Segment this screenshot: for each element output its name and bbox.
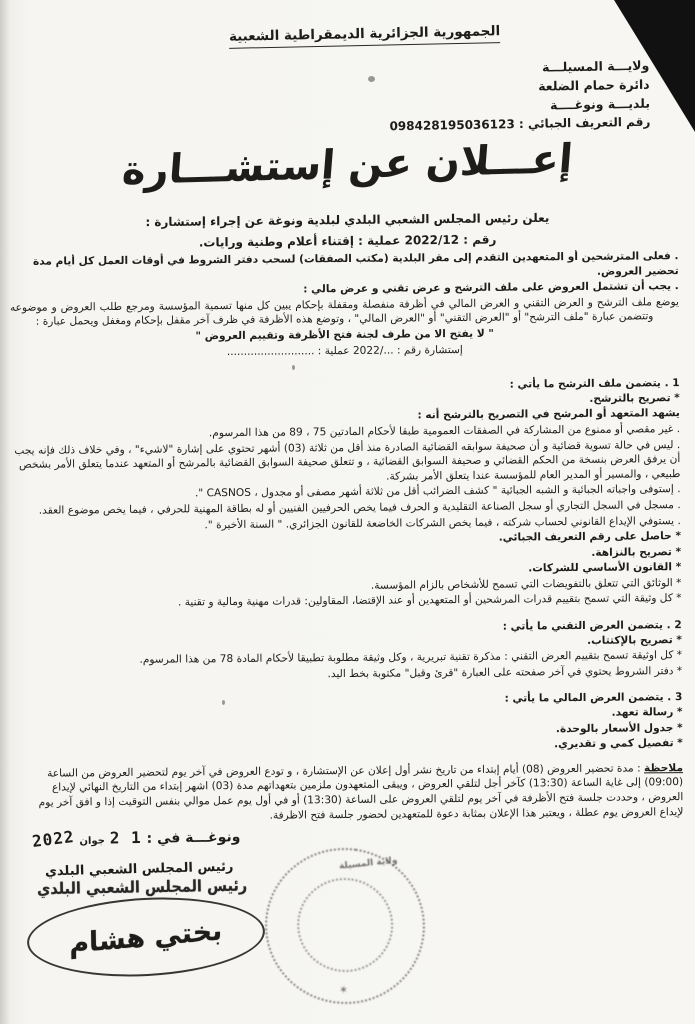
- daira-line: دائرة حمام الضلعة: [538, 76, 650, 94]
- section1-heading: 1 . يتضمن ملف الترشح ما يأتي :: [509, 377, 680, 391]
- note-label: ملاحظة: [643, 761, 684, 775]
- paragraph: . يجب أن تشتمل العروض على ملف الترشح و عرض تقني و عرض مالي :: [303, 280, 679, 296]
- document-body: [9, 249, 683, 833]
- signature-oval-stamp: [25, 892, 267, 982]
- list-item: * الوثائق التي تتعلق بالتفويضات التي تسمح للأشخاص بالزام المؤسسة.: [370, 576, 682, 592]
- list-item: * حاصل على رقم التعريف الجبائي.: [498, 530, 682, 544]
- paragraph: . فعلى المترشحين أو المتعهدين التقدم إلى مقر البلدية (مكتب الصفقات) لسحب دفتر الشروط في أوقات العمل كل أيام مدة تحضير العروض.: [32, 250, 679, 278]
- section2-heading: 2 . يتضمن العرض التقني ما يأتي :: [502, 619, 682, 633]
- scan-speck: [368, 76, 375, 82]
- list-item: . ليس في حالة تسوية قضائية و أن صحيفة سوابقه القضائية الصادرة منذ أقل من ثلاثة (03) أشهر تحتوي على إشارة "لاشيء" ، وفي خلاف ذلك فإنه يجب أن يرفق العرض بنسخة من الحكم القضائي و صحيفة السوابق القضائية ، و تتعلق صحيفة السوابق القضائية بالمرشح أو المتعهد عندما يتعلق الأمر بشخص طبيعي ، والمسير أو المدير العام للمؤسسة عندا يتعلق الأمر بشركة.: [14, 438, 681, 483]
- announcement-line: يعلن رئيس المجلس الشعبي البلدي لبلدية ونوغة عن إجراء إستشارة :: [145, 210, 550, 230]
- date-line: [31, 826, 240, 849]
- scan-speck: [222, 700, 225, 705]
- signatory-role-printed: رئيس المجلس الشعبي البلدي: [44, 859, 234, 880]
- note-paragraph: [14, 761, 683, 825]
- date-year-stamp: 2022: [30, 826, 76, 851]
- list-item: * تصريح بالإكتتاب.: [586, 633, 682, 647]
- list-item: * كل وثيقة التي تسمح بتقييم قدرات المرشحين أو المتعهدين أو عند الإقتضا، المقاولين: قدرات مهنية ومالية و تقنية .: [177, 592, 682, 609]
- date-place-label: ونوغـــة في :: [146, 829, 241, 847]
- tax-id-line: رقم التعريف الجبائي : 098428195036123: [389, 114, 651, 134]
- list-item: * القانون الأساسي للشركات.: [528, 561, 682, 575]
- list-item: * دفتر الشروط يحتوي في آخر صفحته على العبارة "قرئ وقبل" مكتوبة بخط اليد.: [327, 664, 683, 681]
- date-day-stamp: 1 2: [109, 827, 142, 848]
- scan-speck: [292, 365, 295, 370]
- announcement-block: [0, 206, 695, 255]
- star-glyph: ✶: [338, 982, 349, 997]
- round-stamp-inner-circle: [291, 872, 399, 978]
- signatory-role-stamp: رئيس المجلس الشعبي البلدي: [36, 877, 248, 899]
- list-item: * جدول الأسعار بالوحدة.: [555, 721, 683, 735]
- list-item: . يستوفي الإيداع القانوني لحساب شركته ، فيما يخص الشركات الخاضعة للقانون الجزائري. " السنة الأخيرة ".: [204, 514, 681, 531]
- signatory-name: بختي هشام: [69, 914, 223, 960]
- list-item: . إستوفى واجباته الجبائية و الشبه الجبائية " كشف الضرائب أقل من ثلاثة أشهر مصفى أو مجدول ، CASNOS ".: [194, 483, 681, 500]
- list-item: . مسجل في السجل التجاري أو سجل الصناعة التقليدية و الحرف فيما يخص الحرفيين الفنيين أو له بطاقة المهنية للحرفي ، فيما يخص موضوع العقد.: [38, 498, 681, 517]
- date-month: جوان: [79, 835, 105, 847]
- note-text: : مدة تحضير العروض (08) أيام إبتداء من تاريخ نشر أول إعلان عن الإستشارة ، و تودع العروض في آخر يوم لتحضير العروض من الساعة (09:00) إلى غاية الساعة (13:30) كآخر أجل لتلقي العروض ، ويبقى المتعهدون ملزمين بتعهداتهم مدة (03) اشهر إبتداء من التاريخ النهائي لإيداع العروض ، وحددت جلسة فتح الأظرفة في آخر يوم لتلقي العروض على الساعة (13:30) أو في أول يوم عمل موالي بنفس التوقيت إذا و افق آخر يوم لإيداع العروض يوم عطلة ، ويعتبر هذا الإعلان بمثابة دعوة للمتعهدين لحضور جلسة فتح الاظرفة.: [38, 762, 684, 822]
- list-item: . غير مقصي أو ممنوع من المشاركة في الصفقات العمومية طبقا لأحكام المادتين 75 ، 89 من هذا المرسوم.: [208, 423, 681, 440]
- paragraph: يوضع ملف الترشح و العرض التقني و العرض المالي في أظرفة منفصلة ومقفلة بإحكام يبين كل منها تسمية المؤسسة ومرجع طلب العروض و موضوعه وتتضمن عبارة "ملف الترشح" أو "العرض التقني" أو "العرض المالي" ، وتوضع هذه الأظرفة في ظرف آخر مقفل بإحكام ومغفل ويحمل عبارة :: [9, 295, 679, 329]
- wilaya-line: ولايـــة المسيلـــة: [542, 57, 650, 75]
- operation-number-line: رقم : 2022/12 عملية : إقتناء أعلام وطنية ورايات.: [198, 232, 497, 250]
- list-item: يشهد المتعهد أو المرشح في التصريح بالترشح أنه :: [417, 407, 680, 422]
- commune-line: بلديـــة ونوغــــة: [550, 95, 651, 113]
- list-item: * تصريح بالترشح.: [589, 391, 680, 405]
- envelope-warning-line: " لا يفتح الا من طرف لجنة فتح الأظرفة وتقييم العروض ": [195, 327, 494, 343]
- issuing-authority-block: [389, 56, 651, 137]
- list-item: * تفصيل كمي و تقديري.: [554, 737, 683, 751]
- round-stamp-text: ولاية المسيلة: [338, 855, 399, 872]
- section3-heading: 3 . يتضمن العرض المالي ما يأتي :: [504, 691, 683, 706]
- official-round-stamp: [255, 838, 435, 1015]
- list-item: * كل اوثيقة تسمح بتقييم العرض التقني : مذكرة تقنية تبريرية ، وكل وثيقة مطلوبة تطبيقا لأحكام المادة 78 من هذا المرسوم.: [139, 649, 683, 667]
- list-item: * رسالة تعهد.: [611, 706, 683, 719]
- republic-header: الجمهورية الجزائرية الديمقراطية الشعبية: [229, 23, 501, 49]
- consultation-ref-line: إستشارة رقم : .../2022 عملية : ..........................: [226, 343, 463, 358]
- list-item: * تصريح بالنزاهة.: [591, 545, 682, 559]
- page-title: إعـــلان عن إستشـــارة: [120, 136, 575, 194]
